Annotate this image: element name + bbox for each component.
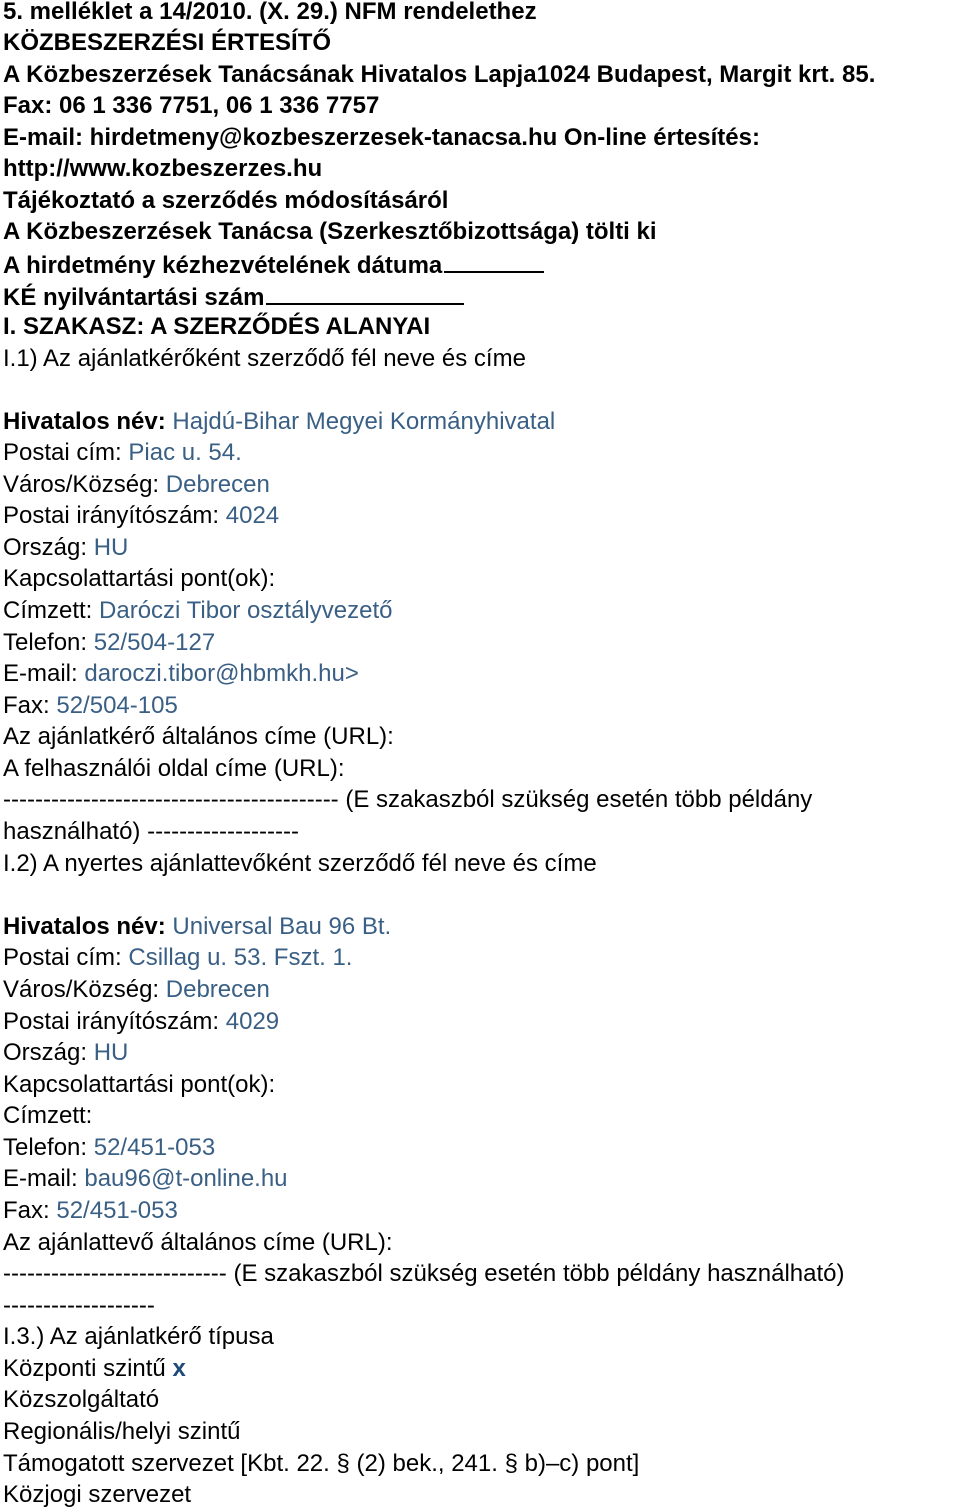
wt-general-url-label: Az ajánlattevő általános címe (URL): [3,1229,393,1256]
ca-repeat-note: ------------------------------------------ (E szakaszból szükség esetén több példány [3,786,813,813]
wt-attention-label: Címzett: [3,1102,93,1129]
wt-contact-points-label: Kapcsolattartási pont(ok): [3,1071,276,1098]
ca-email-label: E-mail: [3,660,78,687]
wt-postal-code-label: Postai irányítószám: [3,1008,220,1035]
authority-type-public-law-body: Közjogi szervezet [3,1481,192,1508]
ca-postal-code-row [3,501,279,531]
publisher-fax: Fax: 06 1 336 7751, 06 1 336 7757 [3,92,380,119]
wt-fax-value: 52/451-053 [56,1197,178,1224]
contracting-authority-heading: I.1) Az ajánlatkérőként szerződő fél neve és címe [3,345,526,372]
authority-type-public-service: Közszolgáltató [3,1386,160,1413]
wt-email-label: E-mail: [3,1165,78,1192]
notice-title: Tájékoztató a szerződés módosításáról [3,187,449,214]
ca-general-url-label: Az ajánlatkérő általános címe (URL): [3,723,394,750]
authority-type-heading: I.3.) Az ajánlatkérő típusa [3,1323,274,1350]
ca-city-row [3,470,270,500]
ca-repeat-note-cont: használható) ------------------- [3,818,299,845]
wt-phone-value: 52/451-053 [93,1134,216,1161]
ca-fax-value: 52/504-105 [56,692,178,719]
ca-attention-value: Daróczi Tibor osztályvezető [99,597,393,624]
ca-postal-code-value: 4024 [225,502,280,529]
wt-postal-address-row [3,943,352,973]
publisher-address: A Közbeszerzések Tanácsának Hivatalos Lapja1024 Budapest, Margit krt. 85. [3,61,876,88]
ca-buyer-profile-url-label: A felhasználói oldal címe (URL): [3,755,345,782]
wt-country-row [3,1038,128,1068]
ca-phone-label: Telefon: [3,629,88,656]
wt-country-label: Ország: [3,1039,88,1066]
ke-number-row [3,281,464,313]
wt-postal-address-label: Postai cím: [3,944,122,971]
ca-official-name-row [3,407,555,437]
authority-type-supported-org: Támogatott szervezet [Kbt. 22. § (2) bek., 241. § b)–c) pont] [3,1450,640,1477]
ca-country-row [3,533,128,563]
wt-fax-label: Fax: [3,1197,50,1224]
annex-reference: 5. melléklet a 14/2010. (X. 29.) NFM rendelethez [3,0,537,25]
ca-official-name-value: Hajdú-Bihar Megyei Kormányhivatal [172,408,556,435]
wt-repeat-note-cont: ------------------- [3,1292,155,1319]
ca-official-name-label: Hivatalos név: [3,408,166,435]
ca-phone-value: 52/504-127 [93,629,216,656]
wt-city-row [3,975,270,1005]
authority-type-regional: Regionális/helyi szintű [3,1418,241,1445]
ca-city-value: Debrecen [165,471,270,498]
ca-email-row [3,659,359,689]
wt-official-name-value: Universal Bau 96 Bt. [172,913,392,940]
ca-postal-address-row [3,438,242,468]
wt-city-value: Debrecen [165,976,270,1003]
ca-attention-label: Címzett: [3,597,93,624]
received-date-label: A hirdetmény kézhezvételének dátuma [3,252,443,279]
wt-phone-row [3,1133,215,1163]
wt-postal-address-value: Csillag u. 53. Fszt. 1. [128,944,353,971]
wt-city-label: Város/Község: [3,976,160,1003]
filled-by-note: A Közbeszerzések Tanácsa (Szerkesztőbizottsága) tölti ki [3,218,657,245]
wt-fax-row [3,1196,178,1226]
ca-phone-row [3,628,215,658]
publisher-email: E-mail: hirdetmeny@kozbeszerzesek-tanacsa.hu On-line értesítés: [3,124,760,151]
ca-attention-row [3,596,392,626]
authority-type-central-checkmark: x [172,1355,186,1382]
ca-contact-points-label: Kapcsolattartási pont(ok): [3,565,276,592]
wt-postal-code-row [3,1007,279,1037]
wt-email-row [3,1164,288,1194]
ke-number-blank [266,281,464,305]
ca-fax-row [3,691,178,721]
ca-postal-address-value: Piac u. 54. [128,439,242,466]
ca-city-label: Város/Község: [3,471,160,498]
ca-postal-address-label: Postai cím: [3,439,122,466]
wt-official-name-label: Hivatalos név: [3,913,166,940]
received-date-blank [444,249,544,273]
wt-repeat-note: ---------------------------- (E szakaszból szükség esetén több példány használható) [3,1260,845,1287]
authority-type-central-label: Központi szintű [3,1355,166,1382]
received-date-row [3,249,544,281]
publisher-website: http://www.kozbeszerzes.hu [3,155,323,182]
winning-tenderer-heading: I.2) A nyertes ajánlattevőként szerződő fél neve és címe [3,850,597,877]
wt-country-value: HU [93,1039,129,1066]
ca-fax-label: Fax: [3,692,50,719]
ca-postal-code-label: Postai irányítószám: [3,502,220,529]
section-title: I. SZAKASZ: A SZERZŐDÉS ALANYAI [3,313,431,340]
wt-phone-label: Telefon: [3,1134,88,1161]
ke-number-label: KÉ nyilvántartási szám [3,284,265,311]
wt-postal-code-value: 4029 [225,1008,280,1035]
ca-country-label: Ország: [3,534,88,561]
wt-email-value[interactable]: bau96@t-online.hu [84,1165,288,1192]
ca-email-value[interactable]: daroczi.tibor@hbmkh.hu> [84,660,359,687]
ca-country-value: HU [93,534,129,561]
wt-official-name-row [3,912,391,942]
authority-type-central-row [3,1354,186,1384]
bulletin-title: KÖZBESZERZÉSI ÉRTESÍTŐ [3,29,332,56]
